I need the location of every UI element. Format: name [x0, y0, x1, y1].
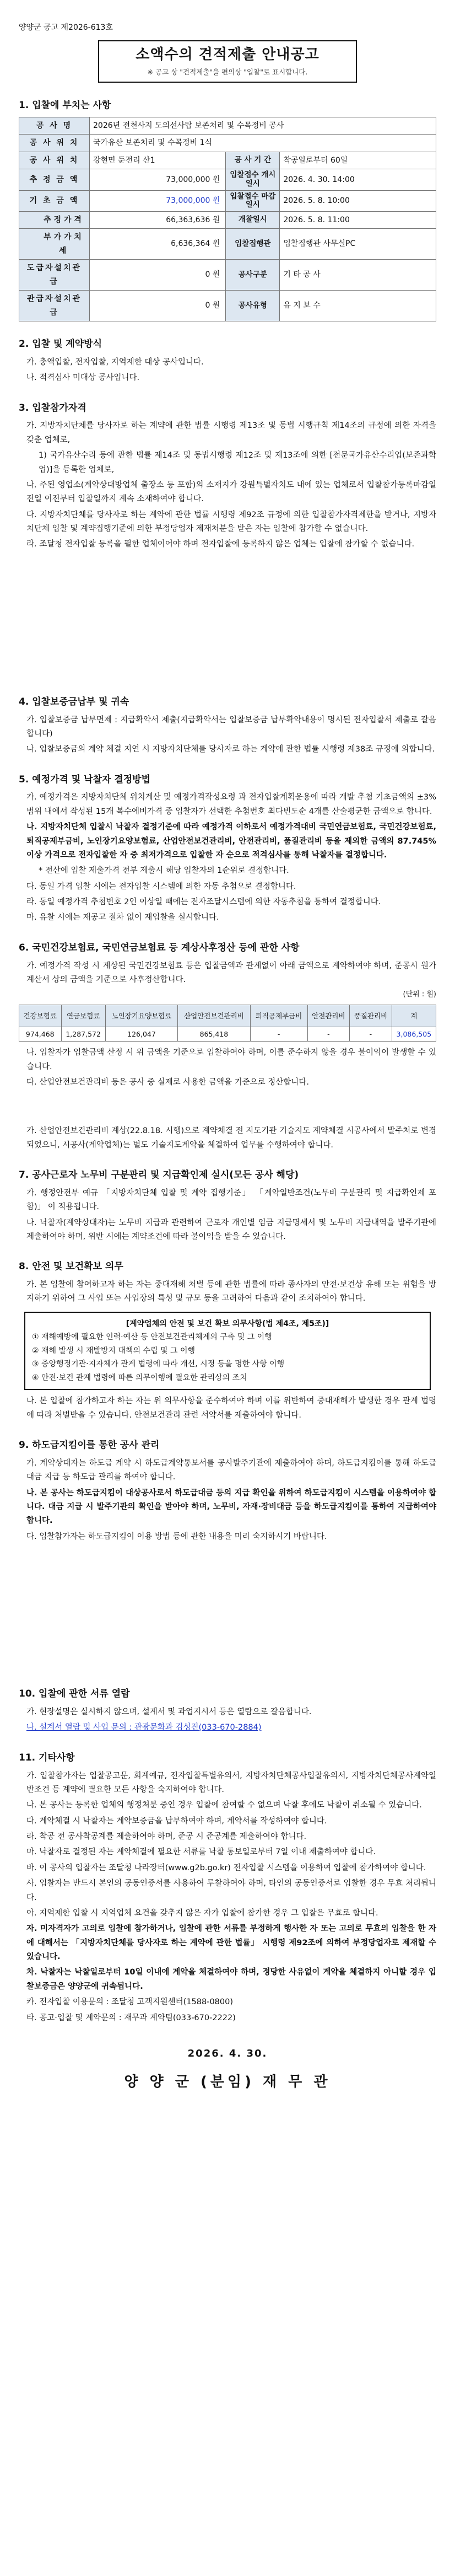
page-subtitle: ※ 공고 상 "견적제출"을 편의상 "입찰"로 표시합니다. — [147, 68, 308, 77]
cell-value: 2026. 4. 30. 14:00 — [280, 169, 436, 190]
paragraph: 나. 주된 영업소(계약상대방업체 출장소 등 포함)의 소재지가 강원특별자치도 내에 있는 업체로서 입찰참가등록마감일 전일 이전부터 입찰일까지 계속 소재하여야 합니다. — [26, 480, 436, 504]
table-row — [19, 135, 436, 152]
table-cell: - — [350, 1027, 392, 1042]
cell-value: 0 원 — [90, 260, 226, 291]
table-row — [19, 291, 436, 321]
paragraph: 아. 지역제한 입찰 시 지역업체 요건을 갖추지 않은 자가 입찰에 참가한 경우 그 입찰은 무효로 합니다. — [26, 1908, 378, 1918]
table-header: 퇴직공제부금비 — [250, 1005, 307, 1027]
cell-value: 73,000,000 원 — [90, 190, 226, 211]
paragraph: 다. 산업안전보건관리비 등은 공사 중 실제로 사용한 금액을 기준으로 정산합니다. — [26, 1077, 309, 1087]
paragraph: 나. 적격심사 미대상 공사입니다. — [26, 373, 140, 383]
unit-label: (단위 : 원) — [403, 990, 436, 999]
cell-value: 66,363,636 원 — [90, 211, 226, 229]
section-11-heading: 11. 기타사항 — [19, 1752, 75, 1763]
paragraph: 사. 입찰자는 반드시 본인의 공동인증서를 사용하여 투찰하여야 하며, 타인의 공동인증서로 입찰한 경우 무효 처리됩니다. — [26, 1879, 436, 1902]
cell-label: 공 사 기 간 — [226, 152, 280, 169]
table-header-row — [19, 1005, 436, 1027]
spacer — [19, 554, 436, 679]
cell-label: 입찰접수 개시일시 — [226, 169, 280, 190]
cell-label: 추 정 금 액 — [19, 169, 90, 190]
table-row — [19, 152, 436, 169]
paragraph: 가. 총액입찰, 전자입찰, 지역제한 대상 공사입니다. — [26, 357, 204, 367]
cell-label: 공 사 위 치 — [19, 152, 90, 169]
table-header: 계 — [392, 1005, 436, 1027]
paragraph: * 전산에 입찰 제출가격 전부 제출시 해당 입찰자의 1순위로 결정합니다. — [39, 866, 289, 876]
paragraph: 다. 동일 가격 입찰 시에는 전자입찰 시스템에 의한 자동 추첨으로 결정합니다. — [26, 882, 296, 891]
cell-value: 73,000,000 원 — [90, 169, 226, 190]
cell-value: 국가유산 보존처리 및 수목정비 1식 — [90, 135, 436, 152]
cell-label: 도급자설치관급 — [19, 260, 90, 291]
cell-label: 공 사 위 치 — [19, 135, 90, 152]
cell-label: 관급자설치관급 — [19, 291, 90, 321]
title-box — [98, 40, 357, 83]
cell-value: 2026. 5. 8. 10:00 — [280, 190, 436, 211]
paragraph: 타. 공고·입찰 및 계약문의 : 재무과 계약팀(033-670-2222) — [26, 2013, 236, 2022]
table-row — [19, 1027, 436, 1042]
table-cell: - — [307, 1027, 350, 1042]
cell-value: 강현면 둔전리 산1 — [90, 152, 226, 169]
cell-label: 공 사 명 — [19, 117, 90, 135]
section-9-heading: 9. 하도급지킴이를 통한 공사 관리 — [19, 1440, 160, 1451]
table-cell: 1,287,572 — [61, 1027, 105, 1042]
table-cell: 865,418 — [178, 1027, 250, 1042]
paragraph: 카. 전자입찰 이용문의 : 조달청 고객지원센터(1588-0800) — [26, 1998, 234, 2007]
safety-duty-box — [24, 1312, 431, 1391]
table-cell-total: 3,086,505 — [392, 1027, 436, 1042]
spacer — [19, 1091, 436, 1124]
table-cell: 974,468 — [19, 1027, 62, 1042]
section-3-heading: 3. 입찰참가자격 — [19, 402, 86, 414]
paragraph: 나. 입찰자가 입찰금액 산정 시 위 금액을 기준으로 입찰하여야 하며, 이를 준수하지 않을 경우 불이익이 발생할 수 있습니다. — [26, 1048, 436, 1071]
table-row — [19, 229, 436, 260]
table-row — [19, 211, 436, 229]
cell-label: 입찰집행관 — [226, 229, 280, 260]
section-1-heading: 1. 입찰에 부치는 사항 — [19, 100, 111, 111]
section-6-heading: 6. 국민건강보험료, 국민연금보험료 등 계상사후정산 등에 관한 사항 — [19, 942, 300, 953]
paragraph: 다. 입찰참가자는 하도급지킴이 이용 방법 등에 관한 내용을 미리 숙지하시기 바랍니다. — [26, 1532, 327, 1541]
paragraph: 가. 계약상대자는 하도급 계약 시 하도급계약통보서를 공사발주기관에 제출하여야 하며, 하도급지킴이를 통해 하도급 대금 지급 등 하도급 관리를 하여야 합니다. — [26, 1458, 436, 1482]
section-8-heading: 8. 안전 및 보건확보 의무 — [19, 1261, 123, 1273]
paragraph: 나. 본 공사는 하도급지킴이 대상공사로서 하도급대금 등의 지급 확인을 위하여 하도급지킴이 시스템을 이용하여야 합니다. 대금 지급 시 발주기관의 확인을 받아야 하며, 노무비, 자재·장비대금 등을 하도급지킴이를 통하여 지급하여야 합니다. — [26, 1488, 436, 1526]
paragraph: 가. 산업안전보건관리비 계상(22.8.18. 시행)으로 계약체결 전 지도기관 기술지도 계약체결 시공사에서 발주처로 변경되었으니, 시공사(계약업체)는 별도 기술지도계약을 체결하여 업무를 수행하여야 합니다. — [26, 1126, 436, 1150]
safety-item: ① 재해예방에 필요한 인력·예산 등 안전보건관리체계의 구축 및 그 이행 — [32, 1333, 272, 1342]
cell-label: 입찰접수 마감일시 — [226, 190, 280, 211]
paragraph: 라. 착공 전 공사착공계를 제출하여야 하며, 준공 시 준공계를 제출하여야 합니다. — [26, 1832, 307, 1841]
safety-item: ④ 안전·보건 관계 법령에 따른 의무이행에 필요한 관리상의 조치 — [32, 1373, 247, 1382]
cell-value: 2026년 전천사지 도의선사탑 보존처리 및 수목정비 공사 — [90, 117, 436, 135]
paragraph: 가. 지방자치단체를 당사자로 하는 계약에 관한 법률 시행령 제13조 및 동법 시행규칙 제14조의 규정에 의한 자격을 갖춘 업체로, — [26, 421, 436, 444]
paragraph: 라. 동일 예정가격 추첨번호 2인 이상일 때에는 전자조달시스템에 의한 자동추첨을 통하여 결정합니다. — [26, 898, 381, 907]
paragraph: 다. 계약체결 시 낙찰자는 계약보증금을 납부하여야 하며, 계약서를 작성하여야 합니다. — [26, 1816, 327, 1826]
section-4-heading: 4. 입찰보증금납부 및 귀속 — [19, 696, 129, 707]
cell-label: 공사구분 — [226, 260, 280, 291]
cell-value: 착공일로부터 60일 — [280, 152, 436, 169]
insurance-table — [19, 1005, 436, 1042]
safety-box-title: [계약업체의 안전 및 보건 확보 의무사항(법 제4조, 제5조)] — [126, 1319, 329, 1328]
spacer — [19, 1545, 436, 1671]
cell-value: 입찰집행관 사무실PC — [280, 229, 436, 260]
paragraph: 가. 입찰보증금 납부면제 : 지급확약서 제출(지급확약서는 입찰보증금 납부확약내용이 명시된 전자입찰서 제출로 갈음합니다) — [26, 715, 436, 738]
section-2-heading: 2. 입찰 및 계약방식 — [19, 339, 102, 350]
paragraph: 나. 본 공사는 등록한 업체의 행정처분 중인 경우 입찰에 참여할 수 없으며 낙찰 후에도 낙찰이 취소될 수 있습니다. — [26, 1801, 422, 1810]
overview-table — [19, 117, 436, 321]
section-5-heading: 5. 예정가격 및 낙찰자 결정방법 — [19, 774, 151, 785]
table-header: 품질관리비 — [350, 1005, 392, 1027]
paragraph: 가. 행정안전부 예규 「지방자치단체 입찰 및 계약 집행기준」 「계약일반조건(노무비 구분관리 및 지급확인제 포함)」 이 적용됩니다. — [26, 1188, 436, 1212]
table-header: 건강보험료 — [19, 1005, 62, 1027]
table-header: 노인장기요양보험료 — [105, 1005, 177, 1027]
table-row — [19, 117, 436, 135]
paragraph: 가. 현장설명은 실시하지 않으며, 설계서 및 과업지시서 등은 열람으로 갈음합니다. — [26, 1707, 312, 1716]
cell-value: 6,636,364 원 — [90, 229, 226, 260]
page-title: 소액수의 견적제출 안내공고 — [136, 46, 319, 63]
paragraph: 가. 본 입찰에 참여하고자 하는 자는 중대재해 처벌 등에 관한 법률에 따라 종사자의 안전·보건상 유해 또는 위험을 방지하기 위하여 그 사업 또는 사업장의 특성 및 규모 등을 고려하여 다음과 같이 조치하여야 합니다. — [26, 1280, 436, 1303]
table-header: 연금보험료 — [61, 1005, 105, 1027]
paragraph: 가. 입찰참가자는 입찰공고문, 회계예규, 전자입찰특별유의서, 지방자치단체공사입찰유의서, 지방자치단체공사계약일반조건 등 계약에 필요한 모든 사항을 숙지하여야 합니다. — [26, 1771, 436, 1794]
safety-item: ② 재해 발생 시 재발방지 대책의 수립 및 그 이행 — [32, 1346, 196, 1355]
section-10-heading: 10. 입찰에 관한 서류 열람 — [19, 1688, 130, 1700]
paragraph: 가. 예정가격은 지방자치단체 위치계산 및 예정가격작성요령 과 전자입찰계획운용에 따라 개발 추첨 기초금액의 ±3% 범위 내에서 작성된 15개 복수예비가격 중 입찰자가 선택한 추첨번호 최다빈도순 4개를 산술평균한 금액으로 합니다. — [26, 793, 436, 816]
paragraph: 차. 낙찰자는 낙찰일로부터 10일 이내에 계약을 체결하여야 하며, 정당한 사유없이 계약을 체결하지 아니할 경우 입찰보증금은 양양군에 귀속됩니다. — [26, 1968, 436, 1991]
paragraph: 나. 본 입찰에 참가하고자 하는 자는 위 의무사항을 준수하여야 하며 이를 위반하여 중대재해가 발생한 경우 관계 법령에 따라 처벌받을 수 있습니다. 안전보건관리 관련 서약서를 제출하여야 합니다. — [26, 1397, 436, 1420]
table-cell: - — [250, 1027, 307, 1042]
cell-value: 기 타 공 사 — [280, 260, 436, 291]
notice-number: 양양군 공고 제2026-613호 — [19, 23, 113, 32]
paragraph: 자. 미자격자가 고의로 입찰에 참가하거나, 입찰에 관한 서류를 부정하게 행사한 자 또는 고의로 무효의 입찰을 한 자에 대해서는 「지방자치단체를 당사자로 하는 계약에 관한 법률」 시행령 제92조에 의하여 부정당업자로 제재할 수 있습니다. — [26, 1924, 436, 1961]
section-7-heading: 7. 공사근로자 노무비 구분관리 및 지급확인제 실시(모든 공사 해당) — [19, 1169, 299, 1181]
cell-label: 개찰일시 — [226, 211, 280, 229]
paragraph: 마. 낙찰자로 결정된 자는 계약체결에 필요한 서류를 낙찰 통보일로부터 7일 이내 제출하여야 합니다. — [26, 1848, 376, 1857]
paragraph: 다. 지방자치단체를 당사자로 하는 계약에 관한 법률 시행령 제92조 규정에 의한 입찰참가자격제한을 받거나, 지방자치단체 입찰 및 계약집행기준에 의한 부정당업자 제재처분을 받은 자는 입찰에 참가할 수 없습니다. — [26, 510, 436, 533]
cell-value: 유 지 보 수 — [280, 291, 436, 321]
paragraph: 나. 입찰보증금의 계약 체결 지연 시 지방자치단체를 당사자로 하는 계약에 관한 법률 시행령 제38조 규정에 의합니다. — [26, 745, 435, 754]
paragraph: 바. 이 공사의 입찰자는 조달청 나라장터(www.g2b.go.kr) 전자입찰 시스템을 이용하여 입찰에 참가하여야 합니다. — [26, 1863, 426, 1872]
cell-label: 부 가 가 치 세 — [19, 229, 90, 260]
table-cell: 126,047 — [105, 1027, 177, 1042]
issuing-organization: 양 양 군 (분임) 재 무 관 — [124, 2074, 331, 2091]
table-header: 산업안전보건관리비 — [178, 1005, 250, 1027]
paragraph: 마. 유찰 시에는 재공고 절차 없이 재입찰을 실시합니다. — [26, 913, 219, 922]
safety-item: ③ 중앙행정기관·지자체가 관계 법령에 따라 개선, 시정 등을 명한 사항 이행 — [32, 1360, 285, 1369]
cell-value: 2026. 5. 8. 11:00 — [280, 211, 436, 229]
paragraph: 라. 조달청 전자입찰 등록을 필한 업체이어야 하며 전자입찰에 등록하지 않은 업체는 입찰에 참가할 수 없습니다. — [26, 540, 415, 549]
paragraph: 나. 지방자치단체 입찰시 낙찰자 결정기준에 따라 예정가격 이하로서 예정가격대비 국민연금보험료, 국민건강보험료, 퇴직공제부금비, 노인장기요양보험료, 산업안전보건관리비, 안전관리비, 품질관리비 등을 제외한 금액의 87.745% 이상 가격으로 전자입찰한 자 중 최저가격으로 입찰한 자 순으로 적격심사를 통해 낙찰자를 결정합니다. — [26, 823, 436, 860]
cell-value: 0 원 — [90, 291, 226, 321]
table-row — [19, 190, 436, 211]
paragraph: 가. 예정가격 작성 시 계상된 국민건강보험료 등은 입찰금액과 관계없이 아래 금액으로 계약하여야 하며, 준공시 원가계산서 상의 금액을 기준으로 사후정산합니다. — [26, 961, 436, 985]
paragraph: 나. 설계서 열람 및 사업 문의 : 관광문화과 김성진(033-670-2884) — [26, 1723, 262, 1732]
cell-label: 기 초 금 액 — [19, 190, 90, 211]
cell-label: 추 정 가 격 — [19, 211, 90, 229]
table-row — [19, 260, 436, 291]
paragraph: 나. 낙찰자(계약상대자)는 노무비 지급과 관련하여 근로자 개인별 임금 지급명세서 및 노무비 지급내역을 발주기관에 제출하여야 하며, 위반 시에는 계약조건에 따라 불이익을 받을 수 있습니다. — [26, 1218, 436, 1241]
table-header: 안전관리비 — [307, 1005, 350, 1027]
cell-label: 공사유형 — [226, 291, 280, 321]
table-row — [19, 169, 436, 190]
paragraph: 1) 국가유산수리 등에 관한 법률 제14조 및 동법시행령 제12조 및 제13조에 의한 [전문국가유산수리업(보존과학업)]을 등록한 업체로, — [39, 451, 436, 474]
notice-date: 2026. 4. 30. — [187, 2047, 268, 2059]
